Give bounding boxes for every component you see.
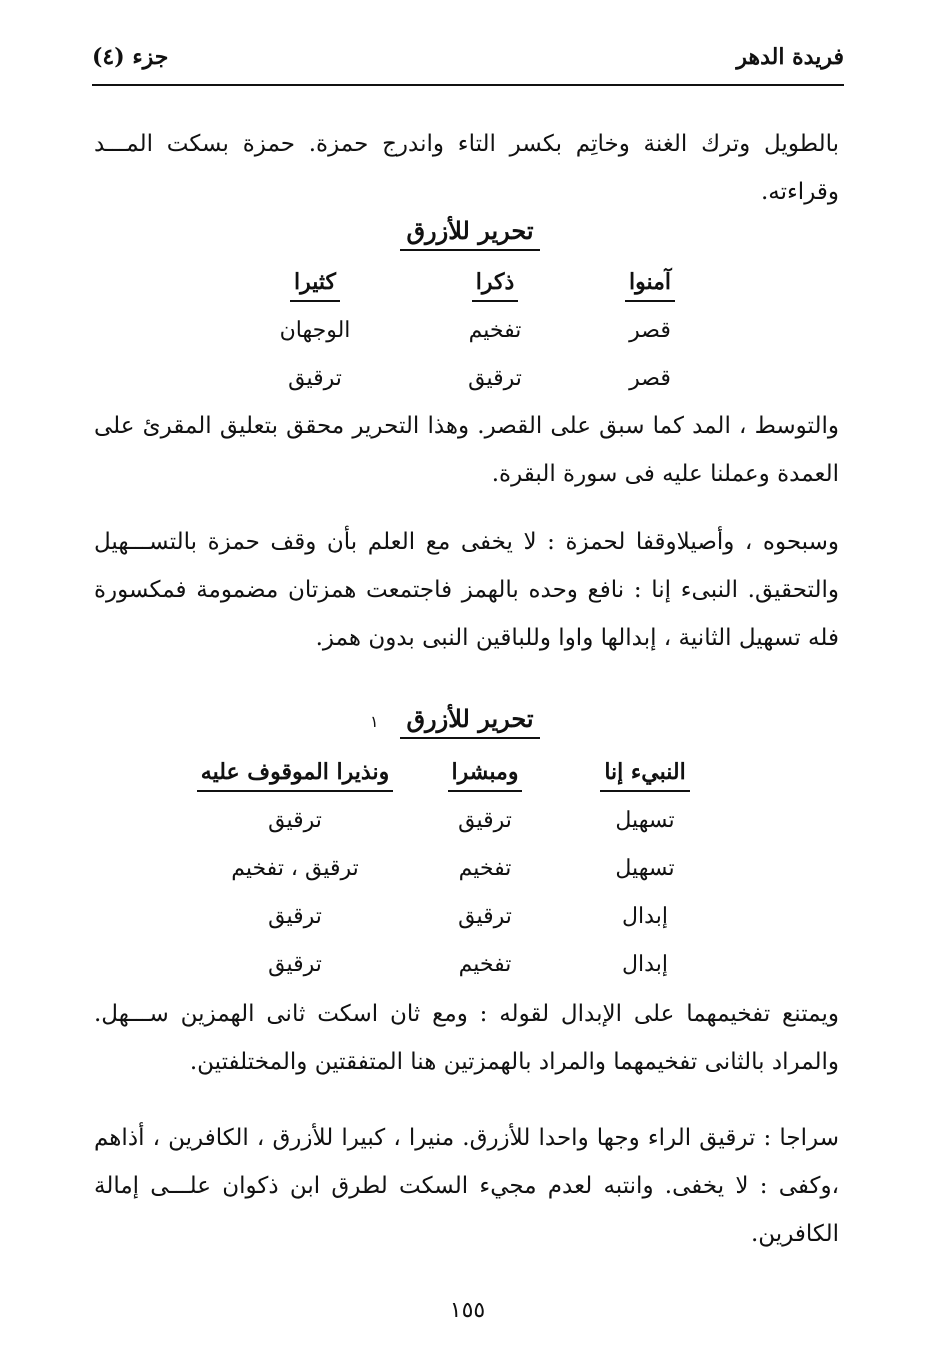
- table-row: [230, 306, 710, 354]
- header-rule: [92, 84, 844, 86]
- paragraph-1: بالطويل وترك الغنة وخاتِم بكسر التاء واندرج حمزة. حمزة بسكت المـــد وقراءته.: [94, 131, 839, 205]
- table-cell: تسهيل: [615, 807, 675, 833]
- table-cell: ترقيق: [458, 903, 512, 929]
- table-cell: تسهيل: [615, 855, 675, 881]
- table2-title: [380, 704, 560, 733]
- table2: [190, 748, 720, 988]
- table-cell: ترقيق: [458, 807, 512, 833]
- book-title: فريدة الدهر: [736, 44, 844, 70]
- table1-header: ذكرا: [400, 258, 590, 306]
- table-cell: ترقيق: [268, 903, 322, 929]
- table-cell: إبدال: [622, 903, 668, 929]
- table1-header: آمنوا: [590, 258, 710, 306]
- paragraph-5: سراجا : ترقيق الراء وجها واحدا للأزرق. منيرا ، كبيرا للأزرق ، الكافرين ، أذاهم ،وكفى : لا يخفى. وانتبه لعدم مجيء السكت لطرق ابن ذكوان علـــى إمالة الكافرين.: [94, 1125, 839, 1247]
- table-row: [190, 940, 720, 988]
- table2-header-row: [190, 748, 720, 796]
- table1-title-text: تحرير للأزرق: [400, 216, 539, 251]
- table2-title-text: تحرير للأزرق: [400, 704, 539, 739]
- table-cell: تفخيم: [458, 951, 512, 977]
- footnote-ref: ١: [370, 712, 379, 731]
- table-cell: قصر: [629, 317, 671, 343]
- table-cell: ترقيق: [268, 951, 322, 977]
- table1-header: كثيرا: [230, 258, 400, 306]
- table-cell: ترقيق ، تفخيم: [231, 855, 359, 881]
- table-cell: إبدال: [622, 951, 668, 977]
- table2-header: النبيء إنا: [570, 748, 720, 796]
- paragraph-4: ويمتنع تفخيمهما على الإبدال لقوله : ومع ثان اسكت ثانى الهمزين ســـهل. والمراد بالثانى تفخيمهما والمراد بالهمزتين هنا المتفقتين والمختلفتين.: [94, 1001, 839, 1075]
- table-row: [190, 844, 720, 892]
- table-cell: تفخيم: [468, 317, 522, 343]
- page-header: [92, 44, 844, 78]
- table2-header: ومبشرا: [400, 748, 570, 796]
- table2-header: ونذيرا الموقوف عليه: [190, 748, 400, 796]
- table1-title: [380, 216, 560, 245]
- table-cell: تفخيم: [458, 855, 512, 881]
- table-cell: الوجهان: [279, 317, 351, 343]
- table-cell: ترقيق: [468, 365, 522, 391]
- paragraph-3: وسبحوه ، وأصيلاوقفا لحمزة : لا يخفى مع العلم بأن وقف حمزة بالتســـهيل والتحقيق. النبىء إنا : نافع وحده بالهمز فاجتمعت همزتان مضمومة فمكسورة فله تسهيل الثانية ، إبدالها واوا وللباقين النبى بدون همز.: [94, 529, 839, 651]
- table-row: [230, 354, 710, 402]
- table-cell: ترقيق: [268, 807, 322, 833]
- page-number: ١٥٥: [449, 1298, 486, 1323]
- table1-header-row: [230, 258, 710, 306]
- table-row: [190, 892, 720, 940]
- part-number: جزء (٤): [92, 44, 169, 70]
- table-cell: ترقيق: [288, 365, 342, 391]
- table-row: [190, 796, 720, 844]
- table-cell: قصر: [629, 365, 671, 391]
- table1: [230, 258, 710, 402]
- paragraph-2: والتوسط ، المد كما سبق على القصر. وهذا التحرير محقق بتعليق المقرئ على العمدة وعملنا عليه فى سورة البقرة.: [94, 413, 839, 487]
